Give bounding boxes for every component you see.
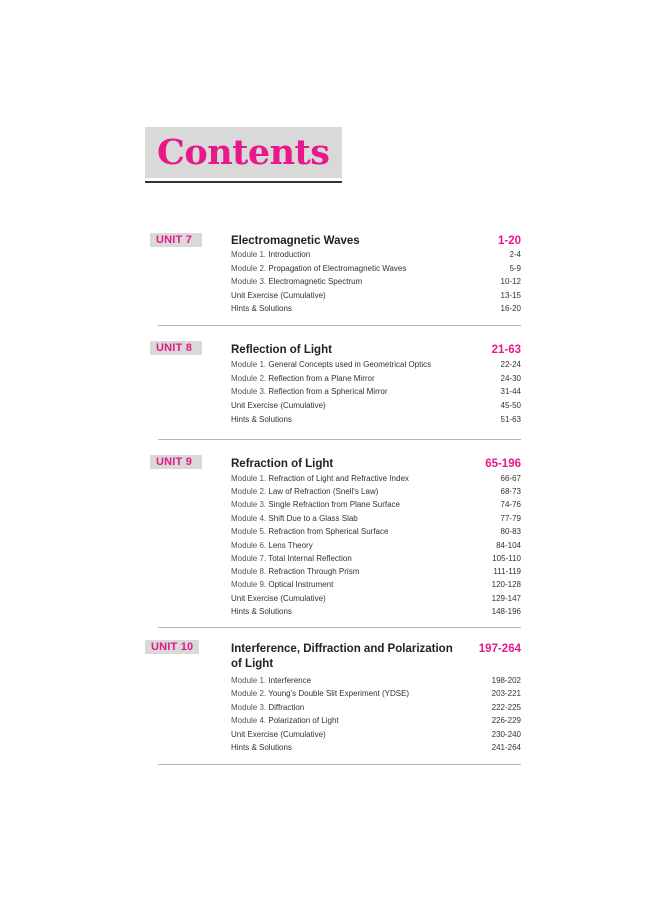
page-title: Contents <box>157 132 330 173</box>
entry-title: Electromagnetic Spectrum <box>268 277 363 286</box>
entry-pages: 111-119 <box>493 567 521 576</box>
entry-title: Hints & Solutions <box>231 304 292 313</box>
entry-pages: 68-73 <box>500 487 521 496</box>
title-underline <box>145 181 342 183</box>
toc-entry[interactable]: Module 1. General Concepts used in Geometrical Optics 22-24 <box>231 360 521 369</box>
entry-title: Propagation of Electromagnetic Waves <box>268 264 407 273</box>
toc-entry[interactable]: Module 2. Young's Double Slit Experiment (YDSE) 203-221 <box>231 689 521 698</box>
toc-entry[interactable]: Module 6. Lens Theory 84-104 <box>231 541 521 550</box>
contents-title-box <box>145 127 342 178</box>
entry-title: Reflection from a Plane Mirror <box>268 374 375 383</box>
entry-pages: 13-15 <box>500 291 521 300</box>
entry-title: Interference <box>268 676 312 685</box>
unit-page-range: 197-264 <box>478 643 521 655</box>
entry-pages: 129-147 <box>491 594 521 603</box>
entry-pages: 74-76 <box>500 500 521 509</box>
entry-pages: 241-264 <box>491 743 521 752</box>
entry-pages: 77-79 <box>500 514 521 523</box>
toc-entry[interactable] <box>231 289 521 302</box>
entry-title: Introduction <box>268 250 311 259</box>
entry-title: Hints & Solutions <box>231 743 292 752</box>
entry-pages: 22-24 <box>500 360 521 369</box>
entry-title: Polarization of Light <box>268 716 339 725</box>
entry-pages: 5-9 <box>509 264 521 273</box>
entry-title: Law of Refraction (Snell's Law) <box>268 487 379 496</box>
toc-entry[interactable]: Module 9. Optical Instrument 120-128 <box>231 580 521 589</box>
entry-pages: 203-221 <box>491 689 521 698</box>
section-divider <box>158 627 521 628</box>
entry-title: Reflection from a Spherical Mirror <box>268 387 388 396</box>
entry-pages: 230-240 <box>491 730 521 739</box>
entry-pages: 80-83 <box>500 527 521 536</box>
entry-title: Unit Exercise (Cumulative) <box>231 730 326 739</box>
toc-entry[interactable]: Module 2. Propagation of Electromagnetic Waves 5-9 <box>231 264 521 273</box>
toc-entry[interactable] <box>231 741 521 754</box>
toc-entry[interactable]: Module 4. Polarization of Light 226-229 <box>231 716 521 725</box>
entry-pages: 226-229 <box>491 716 521 725</box>
entry-pages: 2-4 <box>509 250 521 259</box>
unit-title[interactable]: Electromagnetic Waves <box>231 235 360 247</box>
entry-pages: 222-225 <box>491 703 521 712</box>
entry-title: Single Refraction from Plane Surface <box>268 500 400 509</box>
toc-entry[interactable]: Module 3. Reflection from a Spherical Mirror 31-44 <box>231 387 521 396</box>
toc-entry[interactable]: Module 1. Introduction 2-4 <box>231 250 521 259</box>
entry-pages: 31-44 <box>500 387 521 396</box>
toc-entry[interactable]: Module 2. Reflection from a Plane Mirror 24-30 <box>231 374 521 383</box>
toc-entry[interactable]: Module 4. Shift Due to a Glass Slab 77-79 <box>231 514 521 523</box>
entry-pages: 51-63 <box>500 415 521 424</box>
unit-page-range: 1-20 <box>497 235 521 247</box>
unit-title[interactable]: Refraction of Light <box>231 458 334 470</box>
toc-entry[interactable]: Module 1. Refraction of Light and Refractive Index 66-67 <box>231 474 521 483</box>
section-divider <box>158 439 521 440</box>
entry-title: General Concepts used in Geometrical Optics <box>268 360 432 369</box>
toc-entry[interactable] <box>231 413 521 426</box>
unit-page-range: 65-196 <box>485 458 521 470</box>
section-divider <box>158 325 521 326</box>
entry-title: Refraction of Light and Refractive Index <box>268 474 409 483</box>
toc-entry[interactable] <box>231 302 521 315</box>
entry-title: Unit Exercise (Cumulative) <box>231 291 326 300</box>
entry-title: Hints & Solutions <box>231 415 292 424</box>
unit-tag: UNIT 7 <box>150 233 202 247</box>
entry-title: Hints & Solutions <box>231 607 292 616</box>
entry-pages: 198-202 <box>491 676 521 685</box>
entry-pages: 45-50 <box>500 401 521 410</box>
toc-entry[interactable]: Module 2. Law of Refraction (Snell's Law) 68-73 <box>231 487 521 496</box>
unit-title[interactable]: Interference, Diffraction and Polarization of Light <box>231 643 453 670</box>
entry-title: Lens Theory <box>268 541 313 550</box>
toc-entry[interactable]: Module 1. Interference 198-202 <box>231 676 521 685</box>
entry-pages: 10-12 <box>500 277 521 286</box>
toc-entry[interactable] <box>231 592 521 605</box>
entry-pages: 105-110 <box>492 554 521 563</box>
entry-pages: 148-196 <box>491 607 521 616</box>
entry-pages: 24-30 <box>500 374 521 383</box>
entry-title: Refraction Through Prism <box>268 567 360 576</box>
entry-title: Young's Double Slit Experiment (YDSE) <box>268 689 410 698</box>
toc-entry[interactable] <box>231 605 521 618</box>
unit-page-range: 21-63 <box>491 344 521 356</box>
unit-title[interactable]: Reflection of Light <box>231 344 332 356</box>
entry-title: Total Internal Reflection <box>268 554 352 563</box>
toc-entry[interactable]: Module 3. Single Refraction from Plane Surface 74-76 <box>231 500 521 509</box>
entry-title: Optical Instrument <box>268 580 334 589</box>
toc-entry[interactable]: Module 8. Refraction Through Prism 111-119 <box>231 567 521 576</box>
entry-title: Shift Due to a Glass Slab <box>268 514 358 523</box>
entry-pages: 66-67 <box>500 474 521 483</box>
unit-tag: UNIT 9 <box>150 455 202 469</box>
entry-pages: 84-104 <box>496 541 521 550</box>
toc-entry[interactable] <box>231 399 521 412</box>
entry-title: Unit Exercise (Cumulative) <box>231 594 326 603</box>
toc-entry[interactable]: Module 5. Refraction from Spherical Surface 80-83 <box>231 527 521 536</box>
toc-entry[interactable]: Module 3. Diffraction 222-225 <box>231 703 521 712</box>
entry-pages: 120-128 <box>491 580 521 589</box>
toc-entry[interactable]: Module 7. Total Internal Reflection 105-110 <box>231 554 521 563</box>
entry-pages: 16-20 <box>500 304 521 313</box>
entry-title: Diffraction <box>268 703 305 712</box>
entry-title: Refraction from Spherical Surface <box>268 527 389 536</box>
unit-tag: UNIT 8 <box>150 341 202 355</box>
unit-tag: UNIT 10 <box>145 640 199 654</box>
toc-entry[interactable]: Module 3. Electromagnetic Spectrum 10-12 <box>231 277 521 286</box>
entry-title: Unit Exercise (Cumulative) <box>231 401 326 410</box>
section-divider <box>158 764 521 765</box>
toc-entry[interactable] <box>231 728 521 741</box>
